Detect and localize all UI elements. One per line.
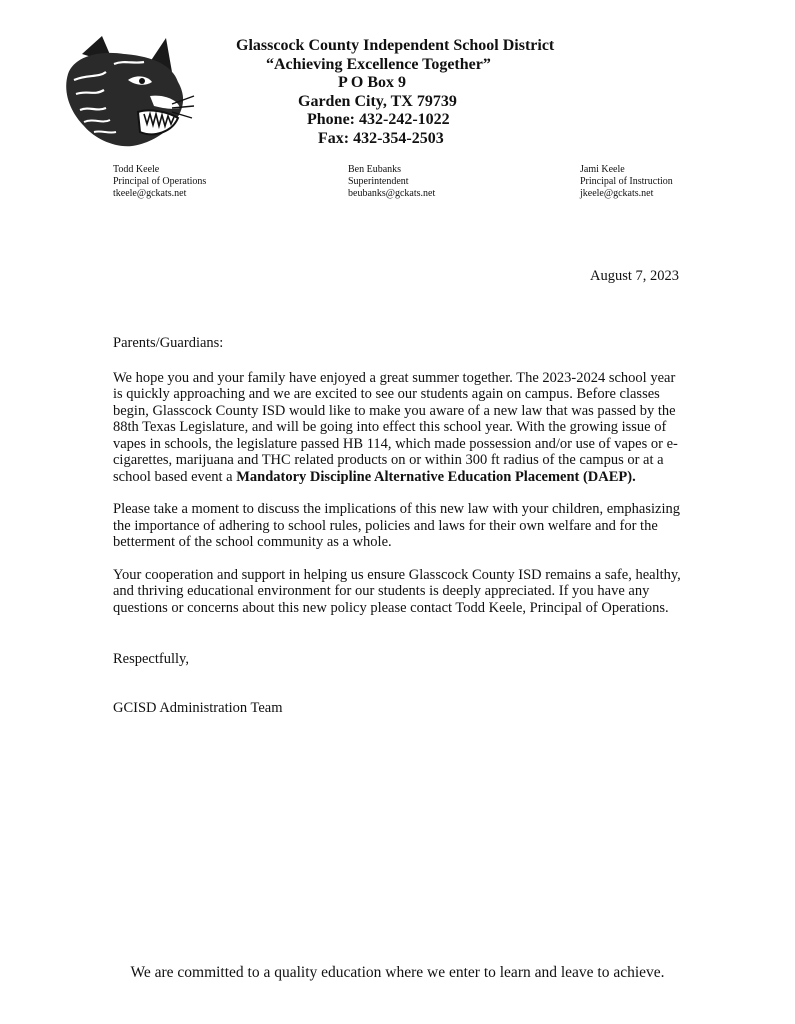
footer-motto: We are committed to a quality education where we enter to learn and leave to achieve. <box>130 964 665 981</box>
paragraph-law-notice <box>113 370 681 486</box>
paragraph-cooperation: Your cooperation and support in helping us ensure Glasscock County ISD remains a safe, healthy, and thriving educational environment for our students is deeply appreciated. If you have any questions or concerns about this new policy please contact Todd Keele, Principal of Operations. <box>113 566 681 616</box>
closing: Respectfully, <box>113 651 189 667</box>
po-box: P O Box 9 <box>338 74 407 91</box>
staff-block-superintendent <box>348 164 435 200</box>
paragraph-text: We hope you and your family have enjoyed a great summer together. The 2023-2024 school year is quickly approaching and we are excited to see our students again on campus. Before classes begin, Glasscock County ISD would like to make you aware of a new law that was passed by the 88th Texas Legislature, and will be going into effect this school year. With the growing issue of vapes in schools, the legislature passed HB 114, which made possession and/or use of vapes or e-cigarettes, marijuana and THC related products on or within 300 ft radius of the campus or at a school based event a <box>113 369 678 485</box>
letter-body <box>113 335 681 632</box>
salutation: Parents/Guardians: <box>113 335 224 351</box>
fax-number: Fax: 432-354-2503 <box>318 129 444 147</box>
phone-number: Phone: 432-242-1022 <box>307 111 450 128</box>
staff-name: Todd Keele <box>113 164 160 175</box>
district-motto: “Achieving Excellence Together” <box>266 55 491 73</box>
staff-title: Principal of Instruction <box>580 176 673 187</box>
staff-title: Principal of Operations <box>113 176 207 187</box>
signature: GCISD Administration Team <box>113 700 283 716</box>
bobcat-logo-icon <box>54 34 196 152</box>
district-name: Glasscock County Independent School District <box>236 37 555 54</box>
staff-name: Jami Keele <box>580 164 625 175</box>
staff-title: Superintendent <box>348 176 409 187</box>
staff-email: beubanks@gckats.net <box>348 188 436 199</box>
staff-name: Ben Eubanks <box>348 164 402 175</box>
staff-email: jkeele@gckats.net <box>580 188 654 199</box>
staff-email: tkeele@gckats.net <box>113 188 187 199</box>
paragraph-discussion: Please take a moment to discuss the implications of this new law with your children, emphasizing the importance of adhering to school rules, policies and laws for their own welfare and for the betterment of the school community as a whole. <box>113 501 680 550</box>
daep-emphasis: Mandatory Discipline Alternative Education Placement (DAEP). <box>236 468 636 485</box>
letter-date: August 7, 2023 <box>589 268 679 284</box>
city-state-zip: Garden City, TX 79739 <box>298 92 457 110</box>
staff-block-instruction <box>580 164 673 200</box>
staff-block-operations <box>113 164 206 200</box>
